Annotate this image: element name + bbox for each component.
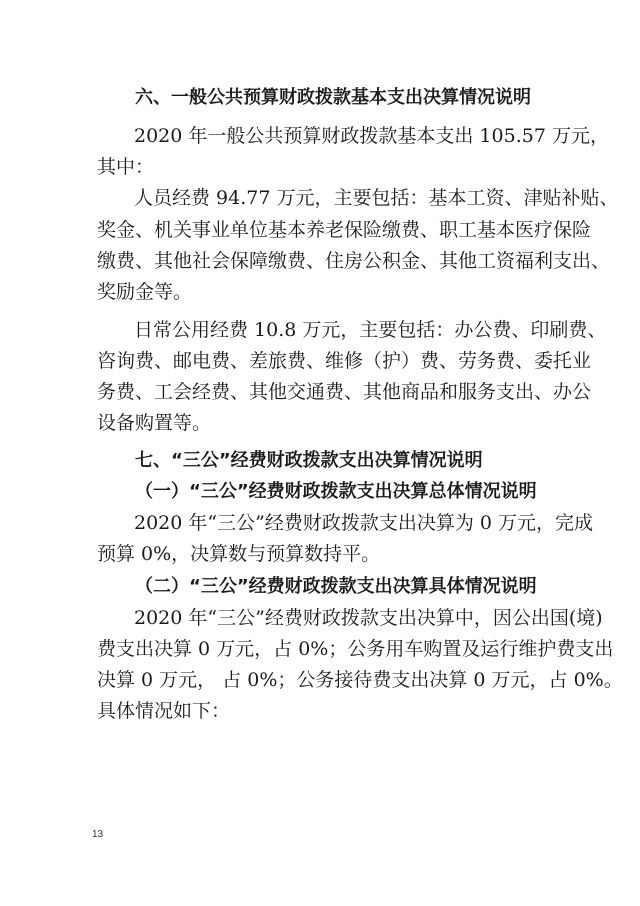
paragraph-line: 其中： bbox=[97, 156, 155, 178]
paragraph-line: 决算 0 万元， 占 0%；公务接待费支出决算 0 万元，占 0%。 bbox=[97, 669, 623, 691]
paragraph-line: 务费、工会经费、其他交通费、其他商品和服务支出、办公 bbox=[97, 381, 592, 403]
section-six-heading: 六、一般公共预算财政拨款基本支出决算情况说明 bbox=[135, 87, 531, 108]
paragraph-line: 咨询费、邮电费、差旅费、维修（护）费、劳务费、委托业 bbox=[97, 350, 592, 372]
subsection-1-heading: （一）“三公”经费财政拨款支出决算总体情况说明 bbox=[135, 481, 537, 502]
paragraph-line: 设备购置等。 bbox=[97, 412, 212, 434]
paragraph-line: 奖金、机关事业单位基本养老保险缴费、职工基本医疗保险 bbox=[97, 219, 592, 241]
paragraph-line: 具体情况如下： bbox=[97, 700, 231, 722]
paragraph-line: 费支出决算 0 万元，占 0%；公务用车购置及运行维护费支出 bbox=[97, 638, 614, 660]
page-number: 13 bbox=[92, 829, 104, 840]
paragraph-line: 预算 0%，决算数与预算数持平。 bbox=[97, 543, 381, 565]
paragraph-line: 人员经费 94.77 万元，主要包括：基本工资、津贴补贴、 bbox=[134, 187, 619, 209]
paragraph-line: 2020 年一般公共预算财政拨款基本支出 105.57 万元， bbox=[134, 125, 609, 147]
paragraph-line: 日常公用经费 10.8 万元，主要包括：办公费、印刷费、 bbox=[134, 319, 607, 341]
section-seven-heading: 七、“三公”经费财政拨款支出决算情况说明 bbox=[135, 450, 483, 471]
subsection-2-heading: （二）“三公”经费财政拨款支出决算具体情况说明 bbox=[135, 576, 537, 597]
paragraph-line: 2020 年“三公”经费财政拨款支出决算为 0 万元，完成 bbox=[134, 512, 593, 534]
paragraph-line: 2020 年“三公”经费财政拨款支出决算中，因公出国(境) bbox=[134, 607, 603, 629]
paragraph-line: 缴费、其他社会保障缴费、住房公积金、其他工资福利支出、 bbox=[97, 250, 611, 272]
paragraph-line: 奖励金等。 bbox=[97, 281, 193, 303]
